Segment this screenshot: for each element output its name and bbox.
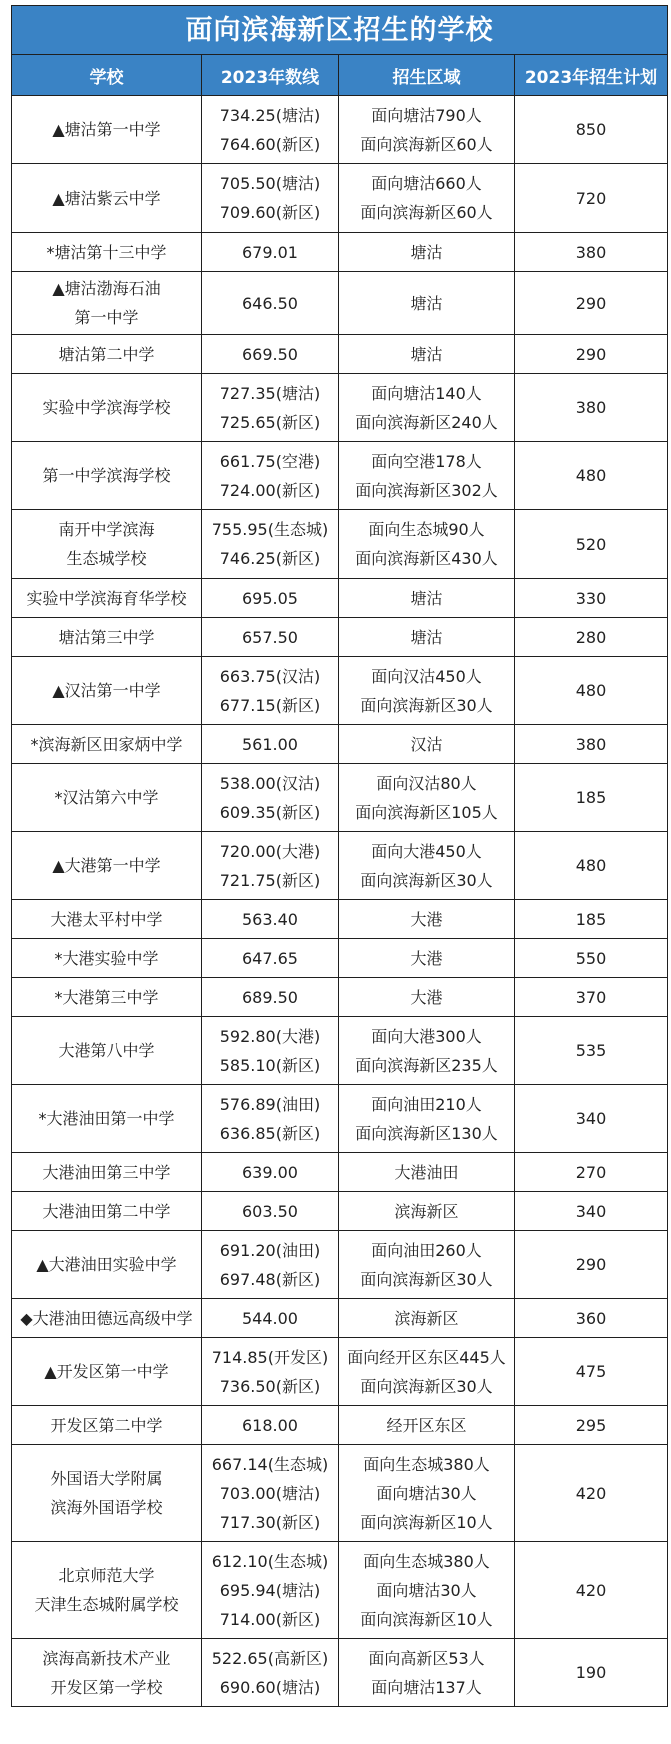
table-row <box>12 272 668 335</box>
score-line-cell-line: 561.00 <box>242 734 298 754</box>
school-name-cell-line: 开发区第一学校 <box>50 1677 163 1697</box>
enrollment-plan-cell: 535 <box>515 1017 668 1085</box>
enrollment-area-cell-line: 面向生态城380人 <box>363 1551 490 1571</box>
enrollment-area-cell <box>339 764 515 832</box>
enrollment-area-cell-line: 面向油田210人 <box>371 1094 482 1114</box>
enrollment-area-cell-line: 面向空港178人 <box>371 451 482 471</box>
score-line-cell-line: 585.10(新区) <box>219 1055 321 1075</box>
score-line-cell <box>202 978 339 1017</box>
school-name-cell-line: 天津生态城附属学校 <box>34 1595 179 1614</box>
enrollment-plan-cell: 480 <box>515 442 668 510</box>
enrollment-area-cell-line: 面向滨海新区60人 <box>360 203 493 222</box>
table-row <box>12 1153 668 1192</box>
score-line-cell-line: 717.30(新区) <box>219 1512 321 1532</box>
score-line-cell <box>202 1639 339 1707</box>
school-name-cell <box>12 1406 202 1445</box>
score-line-cell <box>202 272 339 335</box>
enrollment-area-cell-line: 塘沽 <box>410 242 443 262</box>
table-row <box>12 900 668 939</box>
enrollment-area-cell-line: 面向滨海新区235人 <box>355 1055 498 1075</box>
enrollment-area-cell <box>339 618 515 657</box>
school-name-cell <box>12 164 202 233</box>
enrollment-plan-cell: 330 <box>515 579 668 618</box>
enrollment-plan-cell: 190 <box>515 1639 668 1707</box>
header-row <box>12 55 668 96</box>
school-name-cell-line: 塘沽第二中学 <box>58 344 155 364</box>
table-row <box>12 657 668 725</box>
table-row <box>12 1192 668 1231</box>
school-name-cell <box>12 939 202 978</box>
score-line-cell <box>202 96 339 164</box>
score-line-cell <box>202 335 339 374</box>
enrollment-plan-cell: 420 <box>515 1542 668 1639</box>
school-name-cell-line: 滨海外国语学校 <box>50 1498 163 1517</box>
school-name-cell-line: *汉沽第六中学 <box>54 788 159 807</box>
school-name-cell-line: ◆大港油田德远高级中学 <box>20 1308 193 1328</box>
enrollment-plan-cell: 340 <box>515 1085 668 1153</box>
school-name-cell <box>12 579 202 618</box>
enrollment-area-cell-line: 滨海新区 <box>394 1308 459 1328</box>
school-name-cell <box>12 657 202 725</box>
enrollment-area-cell <box>339 725 515 764</box>
school-name-cell <box>12 233 202 272</box>
enrollment-area-cell-line: 面向大港300人 <box>371 1026 482 1046</box>
enrollment-area-cell <box>339 272 515 335</box>
score-line-cell <box>202 939 339 978</box>
enrollment-area-cell-line: 面向滨海新区30人 <box>360 695 493 715</box>
score-line-cell-line: 724.00(新区) <box>219 480 321 500</box>
table-row <box>12 374 668 442</box>
enrollment-area-cell-line: 经开区东区 <box>386 1415 467 1435</box>
enrollment-plan-cell: 290 <box>515 1231 668 1299</box>
enrollment-area-cell-line: 大港油田 <box>394 1162 459 1182</box>
enrollment-area-cell <box>339 1231 515 1299</box>
enrollment-plan-cell: 475 <box>515 1338 668 1406</box>
enrollment-area-cell <box>339 1299 515 1338</box>
score-line-cell-line: 669.50 <box>242 344 298 364</box>
school-name-cell <box>12 725 202 764</box>
enrollment-plan-cell: 380 <box>515 374 668 442</box>
score-line-cell-line: 612.10(生态城) <box>211 1551 329 1571</box>
score-line-cell-line: 647.65 <box>242 948 298 968</box>
enrollment-plan-cell: 280 <box>515 618 668 657</box>
table-row <box>12 978 668 1017</box>
score-line-cell-line: 538.00(汉沽) <box>219 773 321 793</box>
school-name-cell-line: 大港油田第三中学 <box>42 1162 171 1182</box>
enrollment-plan-cell: 185 <box>515 900 668 939</box>
score-line-cell <box>202 1153 339 1192</box>
enrollment-area-cell <box>339 442 515 510</box>
score-line-cell-line: 703.00(塘沽) <box>219 1483 321 1503</box>
score-line-cell <box>202 1017 339 1085</box>
school-name-cell-line: 生态城学校 <box>66 549 147 568</box>
enrollment-area-cell-line: 面向塘沽660人 <box>371 174 482 193</box>
school-name-cell <box>12 442 202 510</box>
score-line-cell-line: 721.75(新区) <box>219 870 321 890</box>
enrollment-area-cell-line: 面向滨海新区30人 <box>360 1269 493 1289</box>
table-row <box>12 1017 668 1085</box>
score-line-cell <box>202 725 339 764</box>
score-line-cell <box>202 1192 339 1231</box>
enrollment-area-cell <box>339 1017 515 1085</box>
school-name-cell <box>12 1542 202 1639</box>
score-line-cell <box>202 510 339 579</box>
enrollment-area-cell-line: 塘沽 <box>410 588 443 608</box>
school-name-cell <box>12 1299 202 1338</box>
enrollment-area-cell <box>339 1085 515 1153</box>
enrollment-area-cell <box>339 335 515 374</box>
school-name-cell-line: 塘沽第三中学 <box>58 627 155 647</box>
table-row <box>12 442 668 510</box>
school-name-cell-line: *大港实验中学 <box>54 948 159 968</box>
table-row <box>12 1639 668 1707</box>
enrollment-area-cell-line: 面向滨海新区430人 <box>355 549 498 568</box>
enrollment-area-cell <box>339 657 515 725</box>
table-row <box>12 1406 668 1445</box>
enrollment-area-cell-line: 塘沽 <box>410 627 443 647</box>
enrollment-area-cell-line: 面向生态城380人 <box>363 1454 490 1474</box>
enrollment-area-cell-line: 面向滨海新区10人 <box>360 1609 493 1629</box>
score-line-cell-line: 609.35(新区) <box>219 802 321 822</box>
enrollment-plan-cell: 360 <box>515 1299 668 1338</box>
score-line-cell <box>202 1406 339 1445</box>
school-name-cell <box>12 1085 202 1153</box>
school-name-cell <box>12 374 202 442</box>
score-line-cell-line: 725.65(新区) <box>219 412 321 432</box>
school-name-cell-line: ▲塘沽渤海石油 <box>52 279 161 298</box>
enrollment-area-cell-line: 面向塘沽790人 <box>371 105 482 125</box>
enrollment-area-cell-line: 面向滨海新区10人 <box>360 1512 493 1532</box>
admissions-table <box>11 5 668 1707</box>
header-score-line: 2023年数线 <box>202 55 339 96</box>
header-enrollment-area: 招生区域 <box>339 55 515 96</box>
table-row <box>12 1542 668 1639</box>
enrollment-area-cell <box>339 832 515 900</box>
table-body <box>12 96 668 1707</box>
school-name-cell <box>12 832 202 900</box>
score-line-cell-line: 576.89(油田) <box>219 1094 321 1114</box>
score-line-cell <box>202 832 339 900</box>
score-line-cell-line: 734.25(塘沽) <box>219 105 321 125</box>
enrollment-area-cell-line: 面向油田260人 <box>371 1240 482 1260</box>
school-name-cell <box>12 1192 202 1231</box>
score-line-cell-line: 695.05 <box>242 588 298 608</box>
enrollment-area-cell-line: 面向滨海新区30人 <box>360 1376 493 1396</box>
enrollment-area-cell-line: 面向高新区53人 <box>368 1648 485 1668</box>
score-line-cell-line: 736.50(新区) <box>219 1376 321 1396</box>
table-row <box>12 1299 668 1338</box>
enrollment-plan-cell: 380 <box>515 233 668 272</box>
school-name-cell-line: *大港第三中学 <box>54 987 159 1007</box>
enrollment-area-cell <box>339 510 515 579</box>
school-name-cell-line: 实验中学滨海学校 <box>42 398 171 417</box>
header-school: 学校 <box>12 55 202 96</box>
score-line-cell-line: 639.00 <box>242 1162 298 1182</box>
score-line-cell <box>202 900 339 939</box>
school-name-cell <box>12 1231 202 1299</box>
enrollment-area-cell-line: 汉沽 <box>410 734 443 754</box>
school-name-cell-line: 大港油田第二中学 <box>42 1201 171 1221</box>
enrollment-area-cell <box>339 579 515 618</box>
score-line-cell-line: 764.60(新区) <box>219 134 321 154</box>
table-title: 面向滨海新区招生的学校 <box>12 6 668 55</box>
school-name-cell-line: ▲塘沽紫云中学 <box>52 188 161 208</box>
score-line-cell-line: 695.94(塘沽) <box>219 1580 321 1600</box>
score-line-cell <box>202 1231 339 1299</box>
enrollment-plan-cell: 420 <box>515 1445 668 1542</box>
score-line-cell <box>202 1299 339 1338</box>
table-row <box>12 1338 668 1406</box>
enrollment-plan-cell: 480 <box>515 832 668 900</box>
score-line-cell <box>202 579 339 618</box>
school-name-cell <box>12 1153 202 1192</box>
school-name-cell-line: *滨海新区田家炳中学 <box>30 734 183 754</box>
school-name-cell <box>12 335 202 374</box>
enrollment-plan-cell: 720 <box>515 164 668 233</box>
score-line-cell <box>202 1085 339 1153</box>
school-name-cell-line: ▲塘沽第一中学 <box>52 120 161 139</box>
score-line-cell <box>202 657 339 725</box>
enrollment-area-cell <box>339 1639 515 1707</box>
enrollment-area-cell-line: 面向汉沽450人 <box>371 666 482 686</box>
table-row <box>12 618 668 657</box>
school-name-cell-line: 大港太平村中学 <box>50 909 163 929</box>
enrollment-plan-cell: 370 <box>515 978 668 1017</box>
school-name-cell-line: 大港第八中学 <box>58 1041 155 1060</box>
score-line-cell <box>202 1445 339 1542</box>
score-line-cell-line: 746.25(新区) <box>219 549 321 568</box>
school-name-cell <box>12 1639 202 1707</box>
school-name-cell-line: 外国语大学附属 <box>50 1469 163 1488</box>
score-line-cell <box>202 764 339 832</box>
school-name-cell <box>12 510 202 579</box>
enrollment-area-cell-line: 大港 <box>410 987 443 1007</box>
score-line-cell-line: 697.48(新区) <box>219 1269 321 1289</box>
score-line-cell <box>202 1542 339 1639</box>
school-name-cell <box>12 900 202 939</box>
score-line-cell-line: 679.01 <box>242 242 298 262</box>
school-name-cell-line: ▲汉沽第一中学 <box>52 681 161 700</box>
table-row <box>12 832 668 900</box>
enrollment-plan-cell: 520 <box>515 510 668 579</box>
score-line-cell-line: 727.35(塘沽) <box>219 383 321 403</box>
enrollment-area-cell <box>339 1445 515 1542</box>
enrollment-area-cell-line: 大港 <box>410 909 443 929</box>
score-line-cell-line: 592.80(大港) <box>219 1026 321 1046</box>
score-line-cell-line: 661.75(空港) <box>219 451 321 471</box>
school-name-cell-line: 第一中学 <box>74 308 139 327</box>
enrollment-area-cell <box>339 1542 515 1639</box>
school-name-cell <box>12 764 202 832</box>
enrollment-area-cell-line: 面向滨海新区240人 <box>355 412 498 432</box>
school-name-cell <box>12 272 202 335</box>
enrollment-area-cell <box>339 164 515 233</box>
enrollment-area-cell <box>339 374 515 442</box>
enrollment-area-cell-line: 面向滨海新区302人 <box>355 480 498 500</box>
score-line-cell <box>202 233 339 272</box>
score-line-cell-line: 563.40 <box>242 909 298 929</box>
enrollment-plan-cell: 270 <box>515 1153 668 1192</box>
enrollment-plan-cell: 850 <box>515 96 668 164</box>
score-line-cell-line: 689.50 <box>242 987 298 1007</box>
enrollment-plan-cell: 185 <box>515 764 668 832</box>
score-line-cell-line: 677.15(新区) <box>219 695 321 715</box>
enrollment-area-cell <box>339 1192 515 1231</box>
enrollment-area-cell-line: 面向塘沽30人 <box>376 1483 477 1503</box>
enrollment-area-cell-line: 塘沽 <box>410 293 443 313</box>
score-line-cell <box>202 442 339 510</box>
table-row <box>12 579 668 618</box>
score-line-cell <box>202 1338 339 1406</box>
school-name-cell-line: 开发区第二中学 <box>50 1415 163 1435</box>
school-name-cell <box>12 1338 202 1406</box>
enrollment-area-cell-line: 面向经开区东区445人 <box>347 1347 506 1367</box>
enrollment-area-cell-line: 面向生态城90人 <box>368 520 485 539</box>
score-line-cell-line: 714.00(新区) <box>219 1609 321 1629</box>
enrollment-area-cell-line: 滨海新区 <box>394 1201 459 1221</box>
table-row <box>12 1085 668 1153</box>
table-row <box>12 725 668 764</box>
score-line-cell-line: 522.65(高新区) <box>211 1648 329 1668</box>
school-name-cell-line: *塘沽第十三中学 <box>46 242 167 262</box>
enrollment-plan-cell: 480 <box>515 657 668 725</box>
table-row <box>12 764 668 832</box>
school-name-cell-line: 北京师范大学 <box>58 1566 155 1585</box>
enrollment-area-cell-line: 面向滨海新区130人 <box>355 1123 498 1143</box>
school-name-cell-line: 滨海高新技术产业 <box>42 1648 171 1668</box>
score-line-cell-line: 755.95(生态城) <box>211 520 329 539</box>
enrollment-area-cell-line: 大港 <box>410 948 443 968</box>
enrollment-area-cell-line: 面向塘沽140人 <box>371 383 482 403</box>
enrollment-area-cell <box>339 900 515 939</box>
enrollment-plan-cell: 380 <box>515 725 668 764</box>
enrollment-area-cell-line: 面向汉沽80人 <box>376 773 477 793</box>
admissions-table-container <box>11 5 667 1707</box>
enrollment-area-cell-line: 面向滨海新区105人 <box>355 802 498 822</box>
enrollment-area-cell-line: 面向大港450人 <box>371 841 482 861</box>
score-line-cell-line: 705.50(塘沽) <box>219 174 321 193</box>
enrollment-area-cell <box>339 978 515 1017</box>
score-line-cell-line: 714.85(开发区) <box>211 1347 329 1367</box>
score-line-cell <box>202 164 339 233</box>
enrollment-area-cell <box>339 1153 515 1192</box>
table-row <box>12 164 668 233</box>
table-row <box>12 1231 668 1299</box>
score-line-cell-line: 667.14(生态城) <box>211 1454 329 1474</box>
score-line-cell-line: 663.75(汉沽) <box>219 666 321 686</box>
score-line-cell-line: 544.00 <box>242 1308 298 1328</box>
enrollment-area-cell <box>339 939 515 978</box>
enrollment-area-cell <box>339 96 515 164</box>
school-name-cell-line: 南开中学滨海 <box>58 520 155 539</box>
table-row <box>12 1445 668 1542</box>
header-enrollment-plan: 2023年招生计划 <box>515 55 668 96</box>
school-name-cell-line: *大港油田第一中学 <box>38 1109 175 1128</box>
enrollment-plan-cell: 550 <box>515 939 668 978</box>
school-name-cell <box>12 618 202 657</box>
school-name-cell-line: 第一中学滨海学校 <box>42 466 171 485</box>
score-line-cell <box>202 618 339 657</box>
score-line-cell <box>202 374 339 442</box>
enrollment-area-cell-line: 面向滨海新区30人 <box>360 870 493 890</box>
enrollment-area-cell-line: 面向滨海新区60人 <box>360 134 493 154</box>
score-line-cell-line: 720.00(大港) <box>219 841 321 861</box>
table-row <box>12 96 668 164</box>
score-line-cell-line: 636.85(新区) <box>219 1123 321 1143</box>
school-name-cell-line: ▲大港油田实验中学 <box>36 1255 177 1274</box>
enrollment-plan-cell: 340 <box>515 1192 668 1231</box>
enrollment-area-cell <box>339 233 515 272</box>
score-line-cell-line: 690.60(塘沽) <box>219 1677 321 1697</box>
table-row <box>12 939 668 978</box>
enrollment-area-cell <box>339 1338 515 1406</box>
enrollment-plan-cell: 290 <box>515 335 668 374</box>
table-row <box>12 233 668 272</box>
enrollment-area-cell-line: 面向塘沽30人 <box>376 1580 477 1600</box>
school-name-cell-line: ▲大港第一中学 <box>52 856 161 875</box>
table-row <box>12 510 668 579</box>
school-name-cell <box>12 978 202 1017</box>
enrollment-plan-cell: 290 <box>515 272 668 335</box>
enrollment-area-cell <box>339 1406 515 1445</box>
score-line-cell-line: 691.20(油田) <box>219 1240 321 1260</box>
enrollment-area-cell-line: 面向塘沽137人 <box>371 1677 482 1697</box>
school-name-cell-line: ▲开发区第一中学 <box>44 1362 169 1381</box>
enrollment-plan-cell: 295 <box>515 1406 668 1445</box>
score-line-cell-line: 646.50 <box>242 293 298 313</box>
enrollment-area-cell-line: 塘沽 <box>410 344 443 364</box>
table-row <box>12 335 668 374</box>
score-line-cell-line: 603.50 <box>242 1201 298 1221</box>
score-line-cell-line: 657.50 <box>242 627 298 647</box>
score-line-cell-line: 618.00 <box>242 1415 298 1435</box>
school-name-cell <box>12 1445 202 1542</box>
score-line-cell-line: 709.60(新区) <box>219 203 321 222</box>
school-name-cell <box>12 96 202 164</box>
school-name-cell <box>12 1017 202 1085</box>
school-name-cell-line: 实验中学滨海育华学校 <box>26 588 187 608</box>
